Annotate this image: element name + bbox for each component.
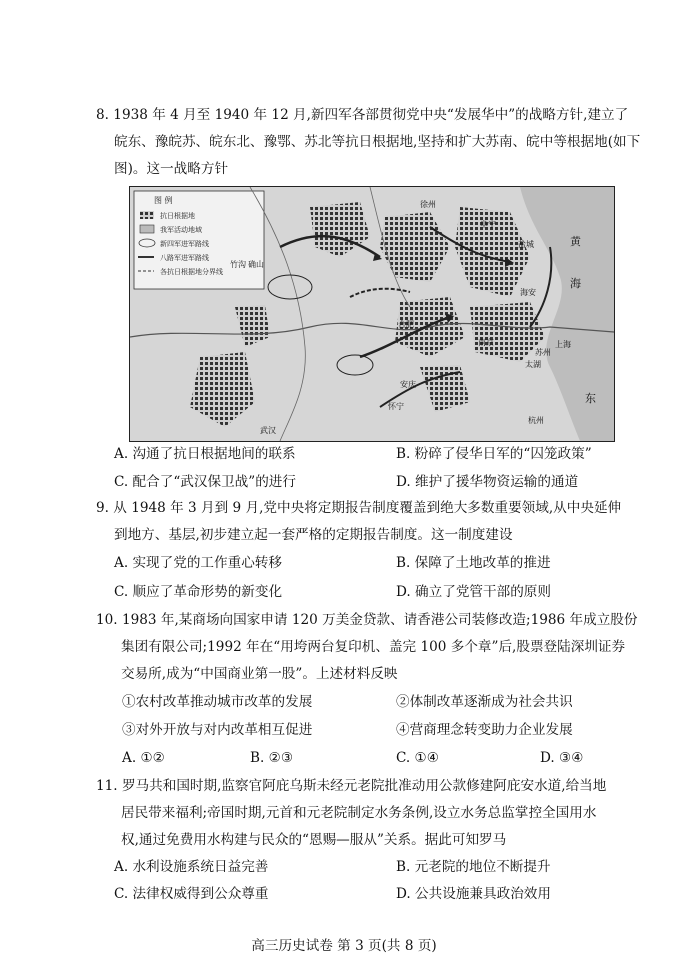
label-shanghai: 上海 xyxy=(555,340,571,349)
q10-option-a: A. ①② xyxy=(122,750,165,766)
q10-item-4: ④营商理念转变助力企业发展 xyxy=(396,722,573,738)
q11-options xyxy=(114,854,644,908)
label-haian: 海安 xyxy=(520,288,536,297)
q9-option-a: A. 实现了党的工作重心转移 xyxy=(114,555,282,571)
question-8 xyxy=(96,102,646,183)
label-hai: 海 xyxy=(570,277,581,290)
label-hangzhou: 杭州 xyxy=(528,416,544,425)
label-hefei: 合肥 xyxy=(398,320,414,329)
legend-item-1: 抗日根据地 xyxy=(160,212,195,220)
q8-options xyxy=(114,440,644,496)
q10-option-b: B. ②③ xyxy=(250,750,294,766)
label-huang: 黄 xyxy=(570,235,581,248)
page-footer: 高三历史试卷 第 3 页(共 8 页) xyxy=(251,938,437,954)
q10-stem-line1: 10. 1983 年,某商场向国家申请 120 万美金贷款、请香港公司装修改造;1986 年成立股份 xyxy=(96,612,638,628)
q8-option-c: C. 配合了“武汉保卫战”的进行 xyxy=(114,474,296,490)
q10-items xyxy=(114,688,644,772)
q10-item-3: ③对外开放与对内改革相互促进 xyxy=(122,722,313,738)
q10-item-1: ①农村改革推动城市改革的发展 xyxy=(122,694,313,710)
question-10 xyxy=(96,607,646,688)
legend-item-2: 我军活动地域 xyxy=(160,226,202,234)
q10-option-c: C. ①④ xyxy=(396,750,439,766)
label-queshan: 确山 xyxy=(248,260,264,269)
q11-stem-line2: 居民带来福利;帝国时期,元首和元老院制定水务条例,设立水务总监掌控全国用水 xyxy=(121,805,597,821)
q10-option-d: D. ③④ xyxy=(540,750,584,766)
label-nanjing: 南京 xyxy=(478,338,494,347)
q9-option-b: B. 保障了土地改革的推进 xyxy=(396,555,551,571)
label-taihu: 太湖 xyxy=(525,360,541,369)
q9-stem-line1: 9. 从 1948 年 3 月到 9 月,党中央将定期报告制度覆盖到绝大多数重要领域,从中央延伸 xyxy=(96,500,622,516)
question-11 xyxy=(96,773,646,854)
q9-stem-line2: 到地方、基层,初步建立起一套严格的定期报告制度。这一制度建设 xyxy=(114,527,513,543)
q11-option-d: D. 公共设施兼具政治效用 xyxy=(396,886,551,902)
q9-option-c: C. 顺应了革命形势的新变化 xyxy=(114,584,283,600)
label-suzhou: 苏州 xyxy=(535,348,551,357)
q10-stem-line3: 交易所,成为“中国商业第一股”。上述材料反映 xyxy=(121,666,398,682)
q10-item-2: ②体制改革逐渐成为社会共识 xyxy=(396,694,573,710)
label-anqing: 安庆 xyxy=(400,380,416,389)
legend-item-5: 各抗日根据地分界线 xyxy=(160,268,223,276)
q9-options xyxy=(114,549,644,607)
q8-stem-line2: 皖东、豫皖苏、皖东北、豫鄂、苏北等抗日根据地,坚持和扩大苏南、皖中等根据地(如下 xyxy=(114,134,641,150)
q8-stem-line3: 图)。这一战略方针 xyxy=(114,161,229,177)
label-dong: 东 xyxy=(585,392,596,405)
label-xuzhou: 徐州 xyxy=(420,200,436,209)
map-drawing xyxy=(130,187,614,441)
q11-stem-line3: 权,通过免费用水构建与民众的“恩赐—服从”关系。据此可知罗马 xyxy=(121,832,507,848)
label-yancheng: 盐城 xyxy=(518,240,534,249)
base-areas-map xyxy=(129,186,615,442)
q8-option-d: D. 维护了援华物资运输的通道 xyxy=(396,474,579,490)
label-funing: 阜宁 xyxy=(480,220,496,229)
legend-title: 图 例 xyxy=(154,196,173,205)
q8-option-a: A. 沟通了抗日根据地间的联系 xyxy=(114,446,296,462)
q11-option-b: B. 元老院的地位不断提升 xyxy=(396,859,551,875)
q11-option-a: A. 水利设施系统日益完善 xyxy=(114,859,269,875)
label-zhugou: 竹沟 xyxy=(230,260,246,269)
q8-stem-line1: 8. 1938 年 4 月至 1940 年 12 月,新四军各部贯彻党中央“发展华中”的战略方针,建立了 xyxy=(96,107,629,123)
label-wuhan: 武汉 xyxy=(260,426,276,435)
legend-item-3: 新四军进军路线 xyxy=(160,240,209,248)
q9-option-d: D. 确立了党管干部的原则 xyxy=(396,584,551,600)
q11-stem-line1: 11. 罗马共和国时期,监察官阿庇乌斯未经元老院批准动用公款修建阿庇安水道,给当地 xyxy=(96,778,607,794)
label-huaining: 怀宁 xyxy=(388,402,404,411)
question-9 xyxy=(96,495,646,549)
q10-stem-line2: 集团有限公司;1992 年在“用垮两台复印机、盖完 100 多个章”后,股票登陆深圳证券 xyxy=(121,639,626,655)
q11-option-c: C. 法律权威得到公众尊重 xyxy=(114,886,269,902)
legend-item-4: 八路军进军路线 xyxy=(160,254,209,262)
q8-option-b: B. 粉碎了侵华日军的“囚笼政策” xyxy=(396,446,592,462)
